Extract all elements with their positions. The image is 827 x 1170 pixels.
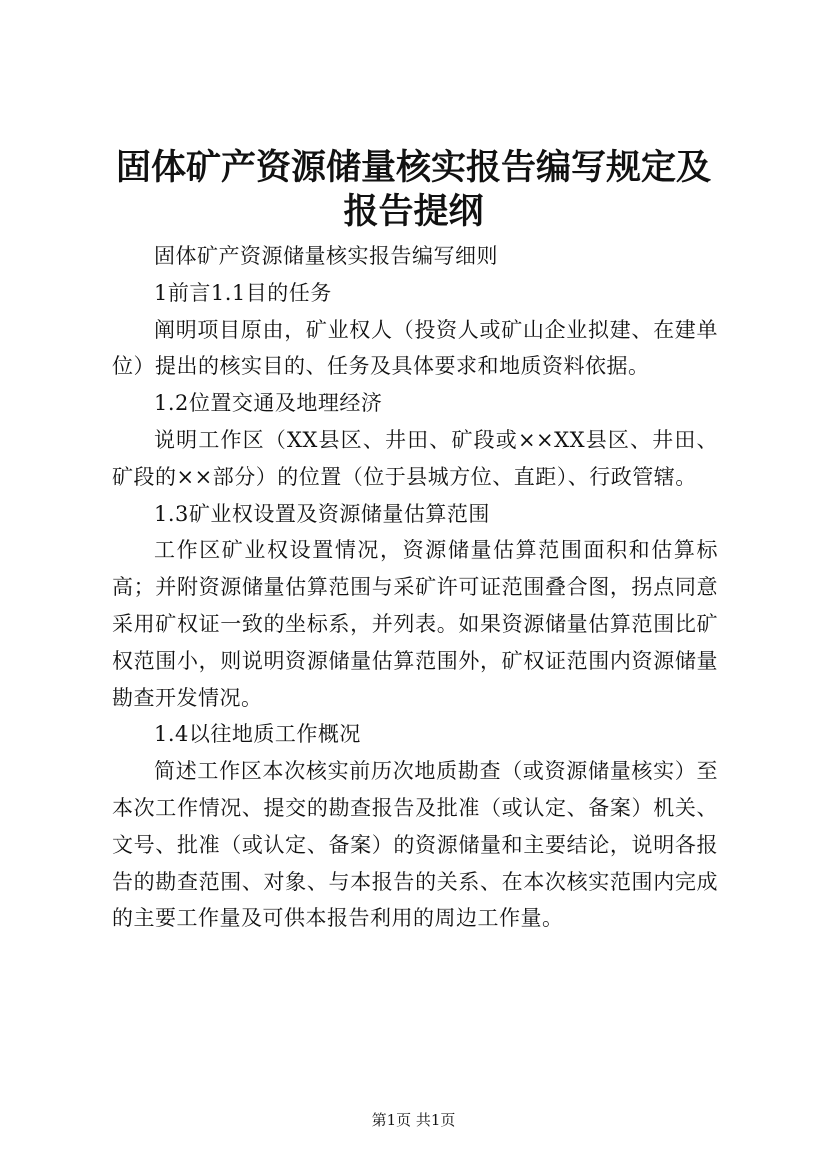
page-number-footer: 第1页 共1页 (371, 1111, 456, 1129)
paragraph-location: 说明工作区（XX县区、井田、矿段或××XX县区、井田、矿段的××部分）的位置（位于县城方位、直距）、行政管辖。 (112, 427, 718, 489)
section-heading-1-1: 1前言1.1目的任务 (154, 280, 332, 305)
document-title: 固体矿产资源储量核实报告编写规定及报告提纲 (115, 147, 711, 232)
paragraph-purpose: 阐明项目原由，矿业权人（投资人或矿山企业拟建、在建单位）提出的核实目的、任务及具体要求和地质资料依据。 (112, 317, 718, 379)
section-heading-1-2: 1.2位置交通及地理经济 (154, 391, 383, 416)
section-heading-1-4: 1.4以往地质工作概况 (154, 722, 361, 747)
section-heading-1-3: 1.3矿业权设置及资源储量估算范围 (154, 501, 490, 526)
paragraph-mining-rights: 工作区矿业权设置情况，资源储量估算范围面积和估算标高；并附资源储量估算范围与采矿许可证范围叠合图，拐点同意采用矿权证一致的坐标系，并列表。如果资源储量估算范围比矿权范围小，则说明资源储量估算范围外，矿权证范围内资源储量勘查开发情况。 (112, 538, 718, 710)
paragraph-subtitle: 固体矿产资源储量核实报告编写细则 (154, 244, 498, 268)
document-body (112, 238, 718, 937)
paragraph-previous-work: 简述工作区本次核实前历次地质勘查（或资源储量核实）至本次工作情况、提交的勘查报告及批准（或认定、备案）机关、文号、批准（或认定、备案）的资源储量和主要结论，说明各报告的勘查范围、对象、与本报告的关系、在本次核实范围内完成的主要工作量及可供本报告利用的周边工作量。 (112, 759, 718, 931)
